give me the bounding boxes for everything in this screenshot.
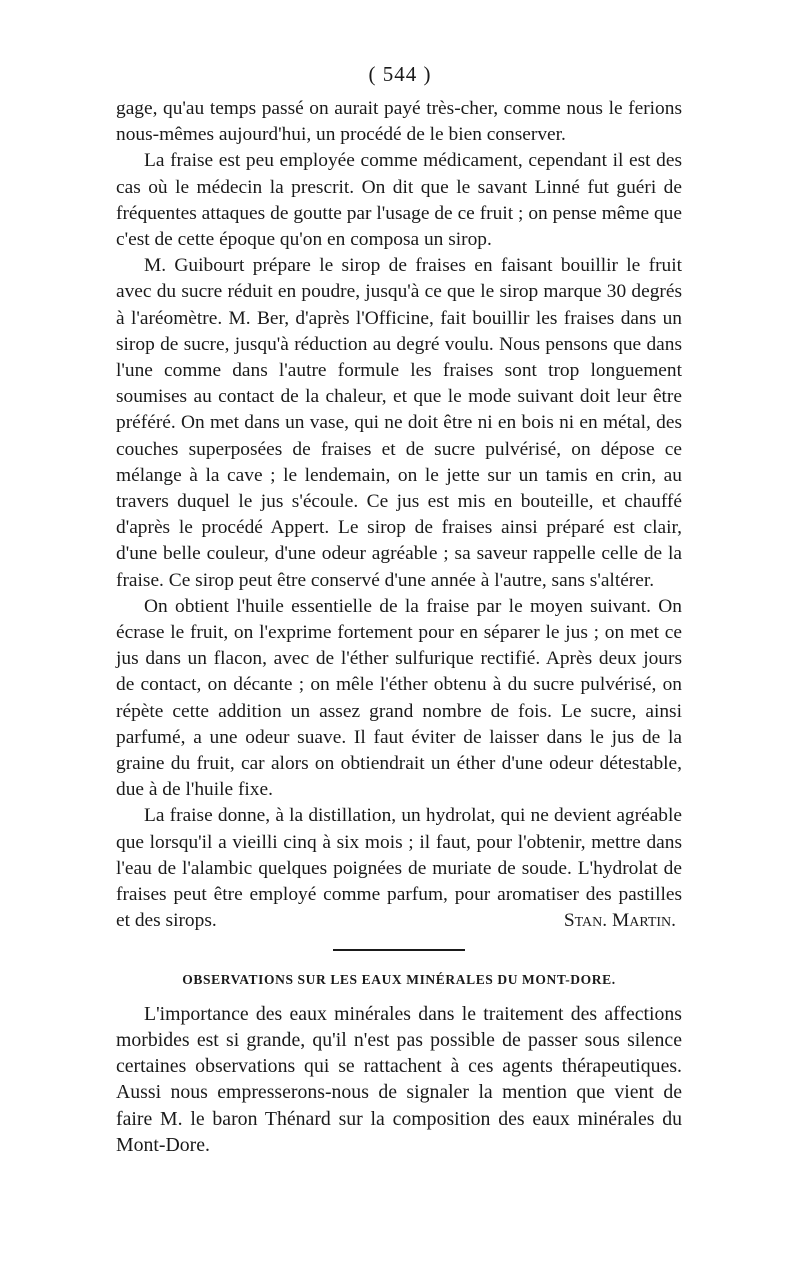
page-body <box>116 96 682 1158</box>
paragraph-continuation: gage, qu'au temps passé on aurait payé très-cher, comme nous le ferions nous-mêmes aujourd'hui, un procédé de le bien conserver. <box>116 98 682 146</box>
page-number: ( 544 ) <box>368 62 432 86</box>
paragraph-mineral-waters: L'importance des eaux minérales dans le traitement des affections morbides est si grande, qu'il n'est pas possible de passer sous silence certaines observations qui se rattachent à ces agents thérapeutiques. Aussi nous empresserons-nous de signaler la mention que vient de faire M. le baron Thénard sur la composition des eaux minérales du Mont-Dore. <box>116 1002 682 1156</box>
section-heading: OBSERVATIONS SUR LES EAUX MINÉRALES DU MONT-DORE. <box>182 971 616 987</box>
paragraph-syrup-recipe: M. Guibourt prépare le sirop de fraises en faisant bouillir le fruit avec du sucre réduit en poudre, jusqu'à ce que le sirop marque 30 degrés à l'aréomètre. M. Ber, d'après l'Officine, fait bouillir les fraises dans un sirop de sucre, jusqu'à réduction au degré voulu. Nous pensons que dans l'une comme dans l'autre formule les fraises sont trop longuement soumises au contact de la chaleur, et que le mode suivant doit leur être préféré. On met dans un vase, qui ne doit être ni en bois ni en métal, des couches superposées de fraises et de sucre pulvérisé, on dépose ce mélange à la cave ; le lendemain, on le jette sur un tamis en crin, au travers duquel le jus s'écoule. Ce jus est mis en bouteille, et chauffé d'après le procédé Appert. Le sirop de fraises ainsi préparé est clair, d'une belle couleur, d'une odeur agréable ; sa saveur rappelle celle de la fraise. Ce sirop peut être conservé d'une année à l'autre, sans s'altérer. <box>116 255 682 591</box>
section-divider <box>333 949 465 951</box>
paragraph-essential-oil: On obtient l'huile essentielle de la fraise par le moyen suivant. On écrase le fruit, on l'exprime fortement pour en séparer le jus ; on met ce jus dans un flacon, avec de l'éther sulfurique rectifié. Après deux jours de contact, on décante ; on mêle l'éther obtenu à du sucre pulvérisé, on répète cette addition un assez grand nombre de fois. Le sucre, ainsi parfumé, a une odeur suave. Il faut éviter de laisser dans le jus de la graine du fruit, car alors on obtiendrait un éther d'une odeur détestable, due à de l'huile fixe. <box>116 595 682 801</box>
section-body <box>116 1001 682 1158</box>
paragraph-medicinal-use: La fraise est peu employée comme médicament, cependant il est des cas où le médecin la prescrit. On dit que le savant Linné fut guéri de fréquentes attaques de goutte par l'usage de ce fruit ; on pense même que c'est de cette époque qu'on en composa un sirop. <box>116 150 682 251</box>
paragraph-hydrolat: La fraise donne, à la distillation, un hydrolat, qui ne devient agréable que lorsqu'il a vieilli cinq à six mois ; il faut, pour l'obtenir, mettre dans l'eau de l'alambic quelques poignées de muriate de soude. L'hydrolat de fraises peut être employé comme parfum, pour aromatiser des pastilles et des sirops. <box>116 805 682 932</box>
author-signature: Stan. Martin. <box>563 910 676 932</box>
